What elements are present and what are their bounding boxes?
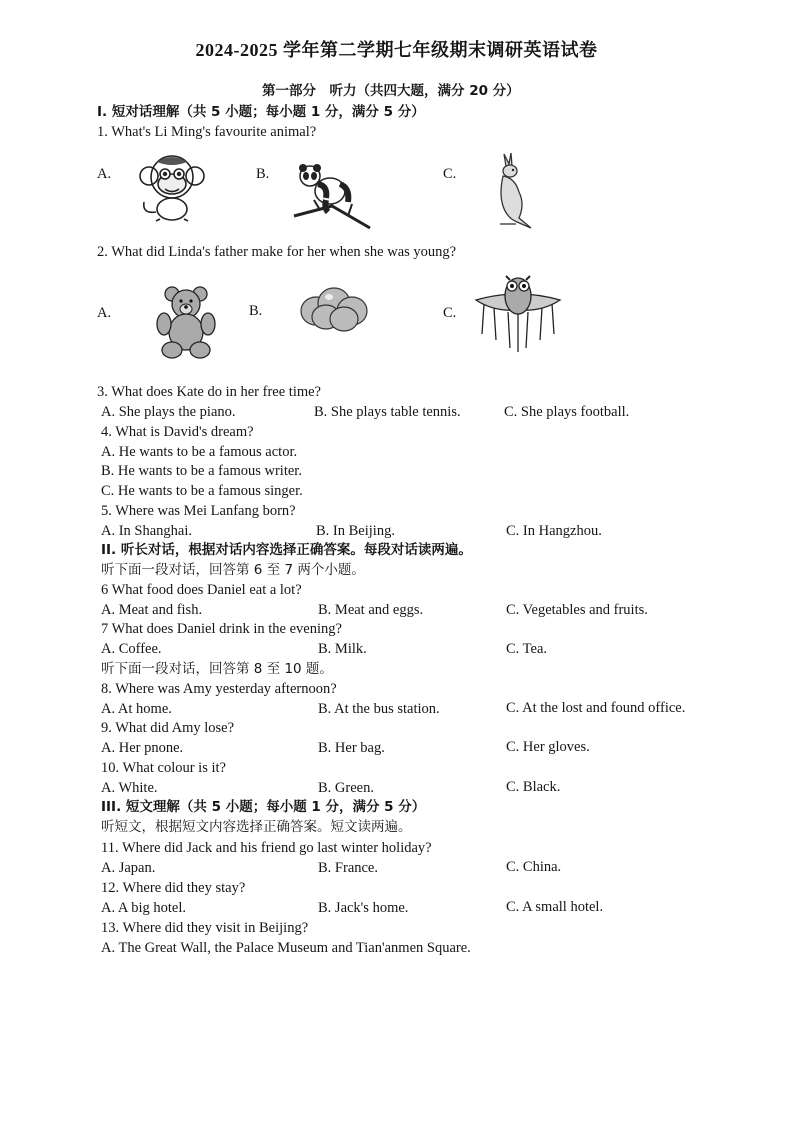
- part-one-heading: 第一部分 听力（共四大题，满分 20 分）: [262, 83, 520, 99]
- question-11: 11. Where did Jack and his friend go last winter holiday?: [101, 840, 432, 856]
- q10-option-c: C. Black.: [506, 779, 561, 795]
- question-2: 2. What did Linda's father make for her when she was young?: [97, 244, 457, 260]
- q6-option-b: B. Meat and eggs.: [318, 602, 424, 618]
- q10-option-b: B. Green.: [318, 780, 374, 796]
- q3-option-c: C. She plays football.: [504, 404, 630, 420]
- q11-option-c: C. China.: [506, 859, 562, 875]
- q4-option-c: C. He wants to be a famous singer.: [101, 483, 303, 499]
- monkey-picture: [134, 150, 210, 222]
- q11-option-b: B. France.: [318, 860, 378, 876]
- q1-option-b-label: B.: [256, 166, 270, 182]
- q9-option-b: B. Her bag.: [318, 740, 385, 756]
- q6-option-a: A. Meat and fish.: [101, 602, 203, 618]
- q12-option-a: A. A big hotel.: [101, 900, 186, 916]
- section-3-note: 听短文，根据短文内容选择正确答案。短文读两遍。: [101, 819, 412, 835]
- section-3-heading: III. 短文理解（共 5 小题；每小题 1 分，满分 5 分）: [101, 799, 426, 815]
- q12-option-b: B. Jack's home.: [318, 900, 409, 916]
- q1-option-a-label: A.: [97, 166, 112, 182]
- q5-option-c: C. In Hangzhou.: [506, 523, 602, 539]
- section-1-heading: I. 短对话理解（共 5 小题；每小题 1 分，满分 5 分）: [97, 104, 425, 120]
- question-4: 4. What is David's dream?: [101, 424, 254, 440]
- q8-option-c: C. At the lost and found office.: [506, 700, 686, 716]
- balloons-picture: [296, 283, 372, 335]
- q7-option-b: B. Milk.: [318, 641, 367, 657]
- section-2-note-1: 听下面一段对话，回答第 6 至 7 两个小题。: [101, 562, 365, 578]
- q13-option-a: A. The Great Wall, the Palace Museum and Tian'anmen Square.: [101, 940, 471, 956]
- q6-option-c: C. Vegetables and fruits.: [506, 602, 648, 618]
- question-5: 5. Where was Mei Lanfang born?: [101, 503, 296, 519]
- section-2-note-2: 听下面一段对话，回答第 8 至 10 题。: [101, 661, 333, 677]
- q7-option-a: A. Coffee.: [101, 641, 162, 657]
- q12-option-c: C. A small hotel.: [506, 899, 604, 915]
- q9-option-a: A. Her pnone.: [101, 740, 184, 756]
- q7-option-c: C. Tea.: [506, 641, 548, 657]
- question-9: 9. What did Amy lose?: [101, 720, 235, 736]
- question-10: 10. What colour is it?: [101, 760, 226, 776]
- q4-option-b: B. He wants to be a famous writer.: [101, 463, 302, 479]
- q5-option-a: A. In Shanghai.: [101, 523, 193, 539]
- exam-title: 2024-2025 学年第二学期七年级期末调研英语试卷: [195, 40, 598, 60]
- section-2-heading: II. 听长对话，根据对话内容选择正确答案。每段对话读两遍。: [101, 542, 472, 558]
- q5-option-b: B. In Beijing.: [316, 523, 395, 539]
- question-8: 8. Where was Amy yesterday afternoon?: [101, 681, 337, 697]
- question-12: 12. Where did they stay?: [101, 880, 246, 896]
- q3-option-a: A. She plays the piano.: [101, 404, 236, 420]
- q1-option-c-label: C.: [443, 166, 457, 182]
- teddy-bear-picture: [150, 284, 222, 360]
- question-1: 1. What's Li Ming's favourite animal?: [97, 124, 317, 140]
- q8-option-b: B. At the bus station.: [318, 701, 440, 717]
- q3-option-b: B. She plays table tennis.: [314, 404, 461, 420]
- q10-option-a: A. White.: [101, 780, 158, 796]
- question-3: 3. What does Kate do in her free time?: [97, 384, 321, 400]
- q4-option-a: A. He wants to be a famous actor.: [101, 444, 298, 460]
- q11-option-a: A. Japan.: [101, 860, 156, 876]
- q2-option-a-label: A.: [97, 305, 112, 321]
- kangaroo-picture: [490, 152, 534, 232]
- question-13: 13. Where did they visit in Beijing?: [101, 920, 309, 936]
- owl-kite-picture: [472, 270, 564, 354]
- q2-option-c-label: C.: [443, 305, 457, 321]
- q9-option-c: C. Her gloves.: [506, 739, 590, 755]
- q8-option-a: A. At home.: [101, 701, 172, 717]
- q2-option-b-label: B.: [249, 303, 263, 319]
- question-6: 6 What food does Daniel eat a lot?: [101, 582, 302, 598]
- question-7: 7 What does Daniel drink in the evening?: [101, 621, 342, 637]
- panda-on-branch-picture: [290, 156, 374, 232]
